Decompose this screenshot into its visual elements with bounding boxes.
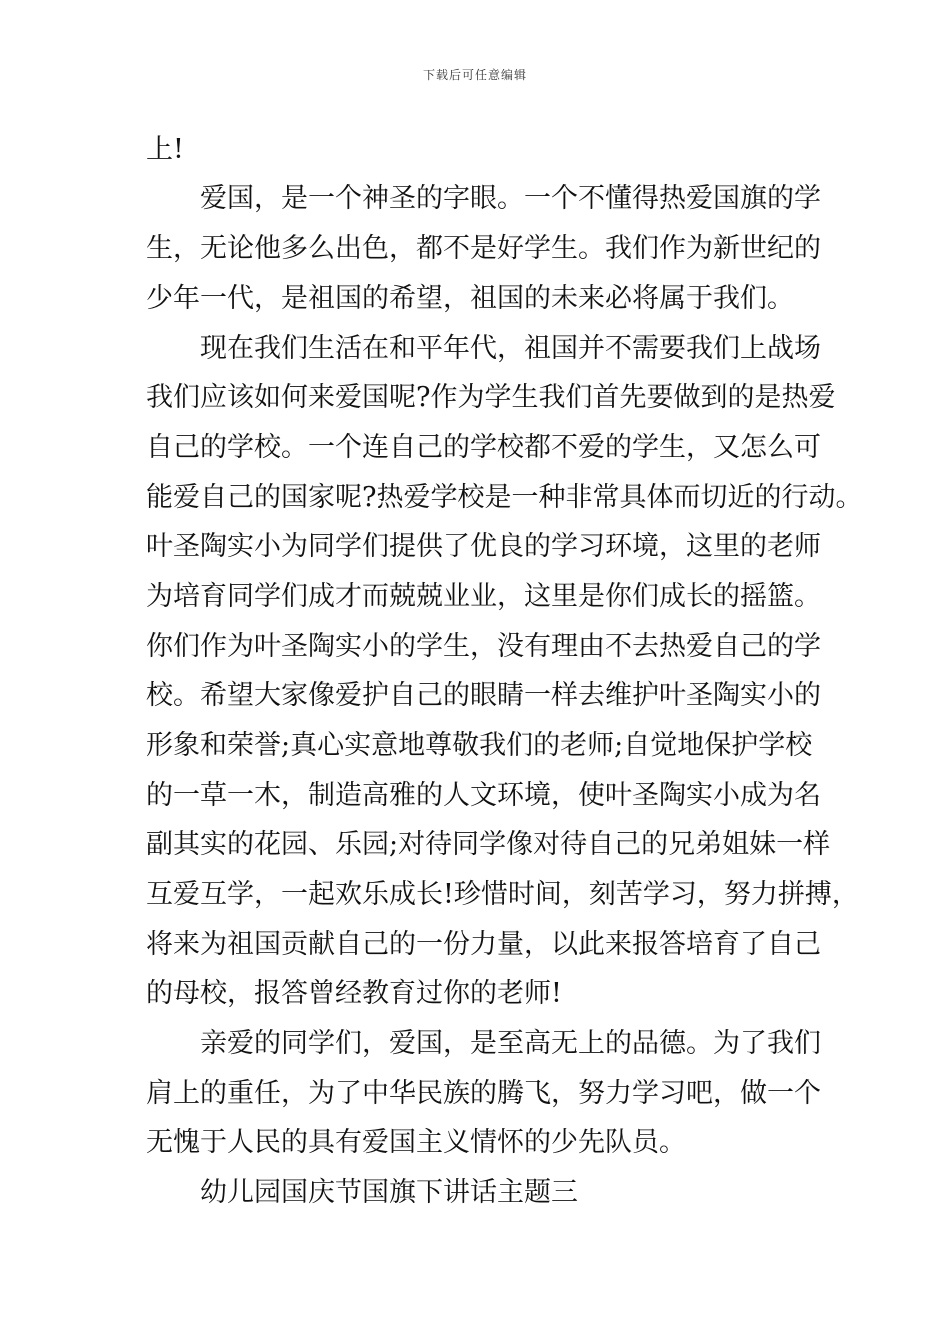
text-line: 副其实的花园、乐园;对待同学像对待自己的兄弟姐妹一样 [146, 829, 831, 860]
section-title: 幼儿园国庆节国旗下讲话主题三 [146, 1177, 578, 1208]
text-line: 能爱自己的国家呢?热爱学校是一种非常具体而切近的行动。 [146, 482, 863, 513]
text-line: 形象和荣誉;真心实意地尊敬我们的老师;自觉地保护学校 [146, 730, 813, 761]
text-line: 将来为祖国贡献自己的一份力量，以此来报答培育了自己 [146, 929, 821, 960]
text-line: 叶圣陶实小为同学们提供了优良的学习环境，这里的老师 [146, 531, 821, 562]
text-line: 自己的学校。一个连自己的学校都不爱的学生，又怎么可 [146, 432, 821, 463]
text-line: 的母校，报答曾经教育过你的老师! [146, 978, 562, 1009]
text-line: 肩上的重任，为了中华民族的腾飞，努力学习吧，做一个 [146, 1078, 821, 1109]
text-line: 上! [146, 134, 184, 165]
text-line: 生，无论他多么出色，都不是好学生。我们作为新世纪的 [146, 233, 821, 264]
page-header: 下载后可任意编辑 [422, 68, 527, 82]
text-line: 现在我们生活在和平年代，祖国并不需要我们上战场 [146, 333, 821, 364]
text-line: 爱国，是一个神圣的字眼。一个不懂得热爱国旗的学 [146, 183, 821, 214]
text-line: 我们应该如何来爱国呢?作为学生我们首先要做到的是热爱 [146, 382, 836, 413]
text-line: 为培育同学们成才而兢兢业业，这里是你们成长的摇篮。 [146, 581, 821, 612]
text-line: 你们作为叶圣陶实小的学生，没有理由不去热爱自己的学 [146, 631, 821, 662]
text-line: 互爱互学，一起欢乐成长!珍惜时间，刻苦学习，努力拼搏， [146, 879, 859, 910]
text-line: 的一草一木，制造高雅的人文环境，使叶圣陶实小成为名 [146, 780, 821, 811]
text-line: 校。希望大家像爱护自己的眼睛一样去维护叶圣陶实小的 [146, 680, 821, 711]
text-line: 无愧于人民的具有爱国主义情怀的少先队员。 [146, 1127, 686, 1158]
text-line: 少年一代，是祖国的希望，祖国的未来必将属于我们。 [146, 283, 794, 314]
text-line: 亲爱的同学们，爱国，是至高无上的品德。为了我们 [146, 1028, 821, 1059]
